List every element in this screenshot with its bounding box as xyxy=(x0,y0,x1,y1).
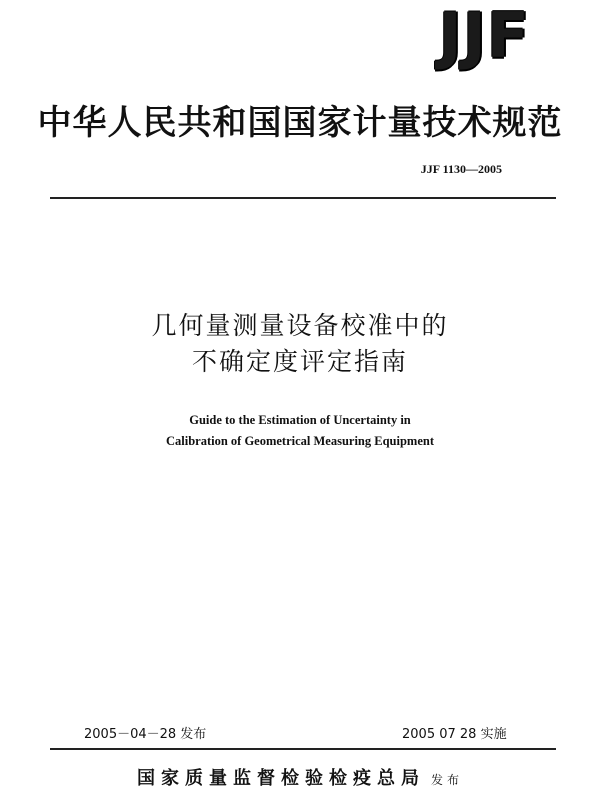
implement-date: 2005 07 28 实施 xyxy=(402,727,507,742)
issuer xyxy=(0,764,600,790)
jjf-logo: JJF xyxy=(438,0,530,72)
issuer-name: 国家质量监督检验检疫总局 xyxy=(136,768,425,789)
issue-date: 2005－04－28 发布 xyxy=(84,727,207,742)
standard-code: JJF 1130—2005 xyxy=(420,162,502,176)
english-title xyxy=(0,410,600,452)
document-series-title: 中华人民共和国国家计量技术规范 xyxy=(37,103,563,143)
top-divider xyxy=(50,197,556,199)
bottom-divider xyxy=(50,748,556,750)
main-title xyxy=(0,308,600,380)
english-title-line-2: Calibration of Geometrical Measuring Equipment xyxy=(165,434,435,448)
english-title-line-1: Guide to the Estimation of Uncertainty in xyxy=(189,413,411,427)
main-title-line-2: 不确定度评定指南 xyxy=(191,347,408,376)
main-title-line-1: 几何量测量设备校准中的 xyxy=(151,311,449,340)
issuer-suffix: 发布 xyxy=(430,773,463,787)
